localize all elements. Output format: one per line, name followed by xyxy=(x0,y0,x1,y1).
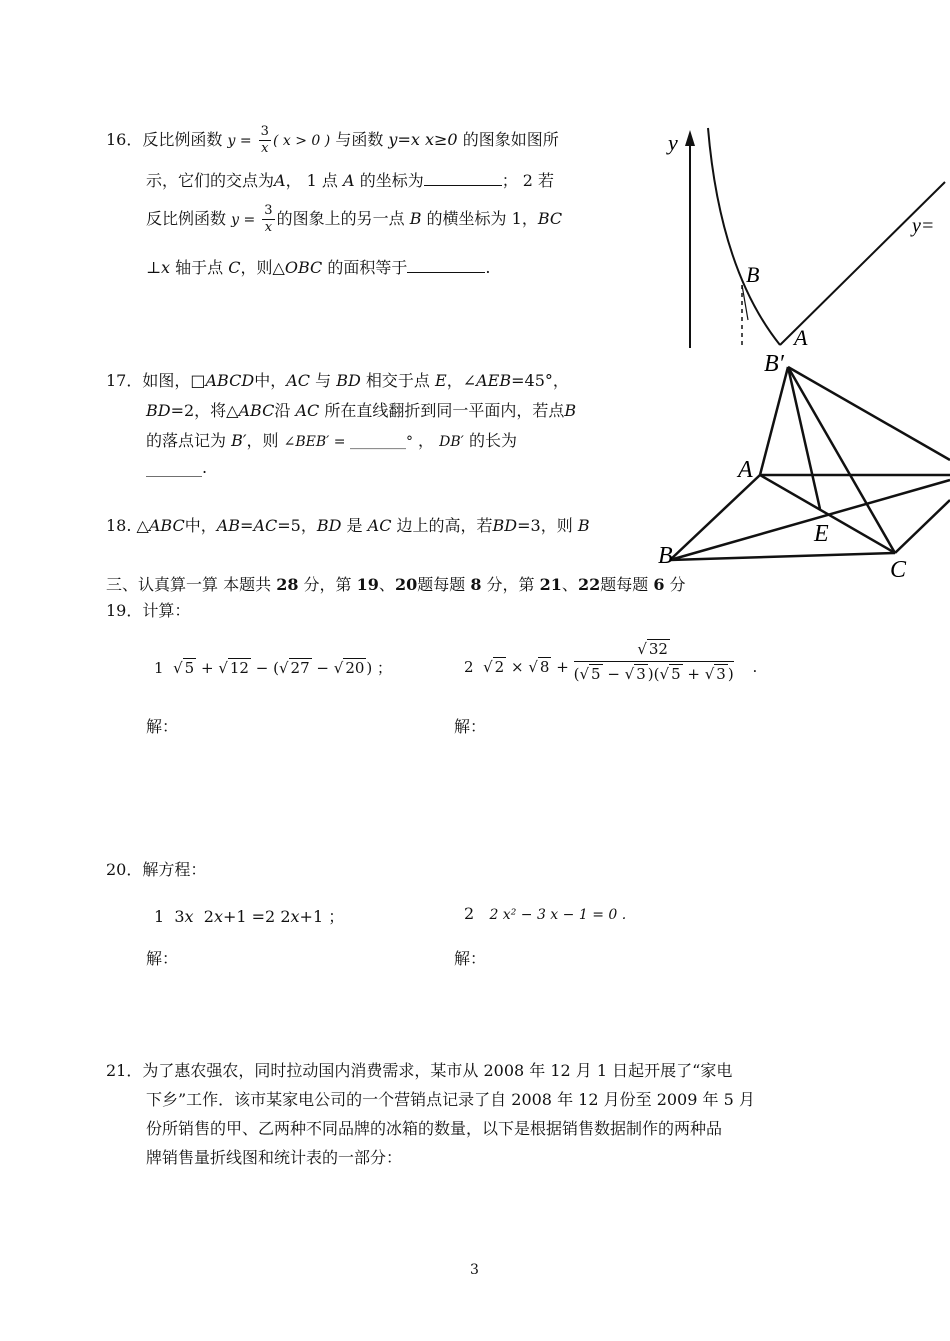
q20-solution-label-2: 解： xyxy=(454,949,487,968)
edge-b-prime-e xyxy=(788,367,820,509)
q17-figure xyxy=(650,345,950,600)
q20-part2: 2 2 x² − 3 x − 1 = 0 . xyxy=(464,904,627,923)
q18-line: 18. △ABC中，AB=AC=5，BD 是 AC 边上的高，若BD=3，则 B xyxy=(106,516,590,535)
q17-line1: 17．如图，□ABCD中，AC 与 BD 相交于点 E，∠AEB=45°， xyxy=(106,371,569,390)
q16-line4: ⊥x 轴于点 C，则△OBC 的面积等于 . xyxy=(146,258,491,277)
label-b-prime: B′ xyxy=(764,351,784,377)
q16-condition: ( x > 0 ) xyxy=(272,133,331,149)
edge-b-prime-d xyxy=(788,367,950,460)
q16-func: y = xyxy=(227,133,252,149)
q16-fraction: $\frac{3}{x}$ xyxy=(260,124,269,156)
label-c: C xyxy=(890,557,907,583)
q17-line3: 的落点记为 B′，则 ∠BEB′ = ________° ， DB′ 的长为 xyxy=(146,431,517,450)
label-b: B xyxy=(658,543,673,569)
q19-solution-label-2: 解： xyxy=(454,717,487,736)
q21-number: 21． xyxy=(106,1061,143,1080)
answer-blank xyxy=(407,258,485,273)
edge-bc xyxy=(670,553,895,560)
answer-blank xyxy=(424,171,502,186)
edge-ab-prime xyxy=(760,367,788,475)
edge-cd xyxy=(895,500,950,553)
q16-text: 反比例函数 xyxy=(142,130,223,149)
linear-graph xyxy=(780,182,945,345)
q16-line1: 16．反比例函数 y = $\frac{3}{x}$ ( x > 0 ) 与函数 y=x x≥0 的图象如图所 xyxy=(106,124,559,156)
q19-part2: 2 √ 2 × √ 8 + $\frac{√ 32}{(√ 5 - √ 3 )(√ 5 + √ 3 )}$ . xyxy=(464,640,758,683)
q16-number: 16． xyxy=(106,130,143,149)
q19-part1: 1 √ 5 + √ 12 − (√ 27 − √ 20 ) ； xyxy=(154,659,393,677)
q16-linear-func: y=x x≥0 xyxy=(388,130,458,149)
point-a-label: A xyxy=(794,325,808,350)
y-axis-arrow xyxy=(685,130,695,146)
hyperbola-curve xyxy=(708,128,780,345)
q19-title: 19．计算： xyxy=(106,601,191,620)
q19-fraction: $\frac{√ 32}{(√ 5 - √ 3 )(√ 5 + √ 3 )}$ xyxy=(573,640,734,683)
q18-number: 18. xyxy=(106,516,132,535)
q21-line1: 21．为了惠农强农，同时拉动国内消费需求，某市从 2008 年 12 月 1 日起开展了“家电 xyxy=(106,1061,733,1080)
q17-line4: _______. xyxy=(146,458,208,477)
y-label: y xyxy=(668,130,678,155)
q21-line3: 份所销售的甲、乙两种不同品牌的冰箱的数量，以下是根据销售数据制作的两种品 xyxy=(146,1119,723,1138)
label-a: A xyxy=(738,457,753,483)
q20-number: 20． xyxy=(106,860,143,879)
q17-line2: BD=2，将△ABC沿 AC 所在直线翻折到同一平面内，若点B xyxy=(146,401,577,420)
point-b-label: B xyxy=(746,262,760,287)
q16-line2: 示，它们的交点为A， 1 点 A 的坐标为 ； 2 若 xyxy=(146,171,555,190)
section-3-heading: 三、认真算一算 本题共 28 分，第 19、20题每题 8 分，第 21、22题每题 6 分 xyxy=(106,575,686,594)
q16-line3: 反比例函数 y = $\frac{3}{x}$ 的图象上的另一点 B 的横坐标为 1，BC xyxy=(146,203,563,235)
q19-number: 19． xyxy=(106,601,143,620)
label-e: E xyxy=(814,521,829,547)
q17-number: 17． xyxy=(106,371,143,390)
q16-figure xyxy=(660,120,950,348)
q20-title: 20．解方程： xyxy=(106,860,207,879)
q20-solution-label-1: 解： xyxy=(146,949,179,968)
page-number: 3 xyxy=(470,1262,479,1278)
q20-part1: 1 3x 2x+1 =2 2x+1 ； xyxy=(154,907,345,926)
q16-fraction-2: $\frac{3}{x}$ xyxy=(264,203,273,235)
q19-solution-label-1: 解： xyxy=(146,717,179,736)
q21-line2: 下乡”工作．该市某家电公司的一个营销点记录了自 2008 年 12 月份至 2009 年 5 月 xyxy=(146,1090,755,1109)
edge-b-prime-c xyxy=(788,367,895,553)
line-label: y= xyxy=(912,215,935,237)
q21-line4: 牌销售量折线图和统计表的一部分： xyxy=(146,1148,403,1167)
